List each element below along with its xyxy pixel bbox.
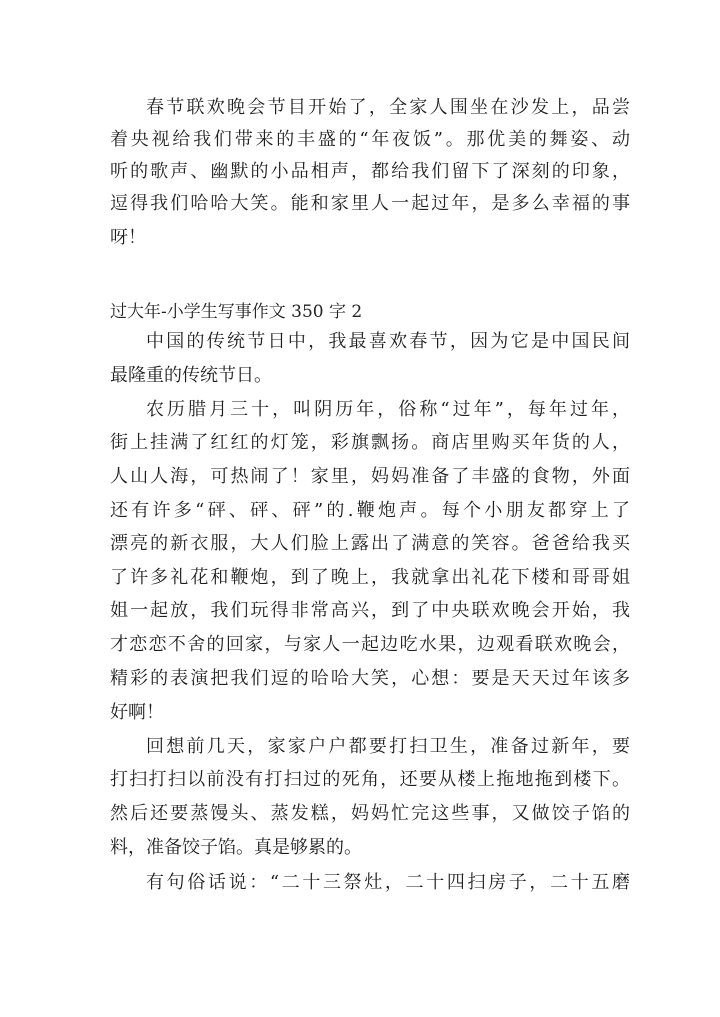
paragraph-3-line-3: 人山人海，可热闹了！家里，妈妈准备了丰盛的食物，外面: [110, 466, 630, 487]
paragraph-4-line-4: 料，准备饺子馅。真是够累的。: [110, 837, 362, 858]
paragraph-2-line-1: 中国的传统节日中，我最喜欢春节，因为它是中国民间: [146, 331, 630, 352]
paragraph-1-line-3: 听的歌声、幽默的小品相声，都给我们留下了深刻的印象，: [110, 161, 630, 182]
paragraph-5-line-1: 有句俗话说：“二十三祭灶，二十四扫房子，二十五磨: [146, 872, 630, 893]
section-heading: 过大年-小学生写事作文 350 字 2: [110, 302, 363, 322]
paragraph-4-line-3: 然后还要蒸馒头、蒸发糕，妈妈忙完这些事，又做饺子馅的: [110, 803, 630, 824]
paragraph-2-line-2: 最隆重的传统节日。: [110, 365, 272, 386]
paragraph-1-line-1: 春节联欢晚会节目开始了，全家人围坐在沙发上，品尝: [146, 97, 630, 118]
paragraph-3-line-10: 好啊！: [110, 702, 164, 723]
paragraph-3-line-2: 街上挂满了红红的灯笼，彩旗飘扬。商店里购买年货的人，: [110, 432, 630, 453]
paragraph-3-line-1: 农历腊月三十，叫阴历年，俗称“过年”，每年过年，: [146, 399, 630, 420]
paragraph-1-line-5: 呀！: [110, 227, 146, 248]
paragraph-3-line-6: 了许多礼花和鞭炮，到了晚上，我就拿出礼花下楼和哥哥姐: [110, 567, 630, 588]
paragraph-4-line-2: 打扫打扫以前没有打扫过的死角，还要从楼上拖地拖到楼下。: [110, 769, 630, 790]
paragraph-4-line-1: 回想前几天，家家户户都要打扫卫生，准备过新年，要: [146, 736, 630, 757]
paragraph-3-line-5: 漂亮的新衣服，大人们脸上露出了满意的笑容。爸爸给我买: [110, 533, 630, 554]
paragraph-3-line-7: 姐一起放，我们玩得非常高兴，到了中央联欢晚会开始，我: [110, 600, 630, 621]
paragraph-3-line-4: 还有许多“砰、砰、砰”的.鞭炮声。每个小朋友都穿上了: [110, 500, 630, 521]
paragraph-3-line-8: 才恋恋不舍的回家，与家人一起边吃水果，边观看联欢晚会，: [110, 634, 630, 655]
paragraph-1-line-2: 着央视给我们带来的丰盛的“年夜饭”。那优美的舞姿、动: [110, 129, 630, 150]
paragraph-3-line-9: 精彩的表演把我们逗的哈哈大笑，心想：要是天天过年该多: [110, 668, 630, 689]
paragraph-1-line-4: 逗得我们哈哈大笑。能和家里人一起过年，是多么幸福的事: [110, 193, 630, 214]
